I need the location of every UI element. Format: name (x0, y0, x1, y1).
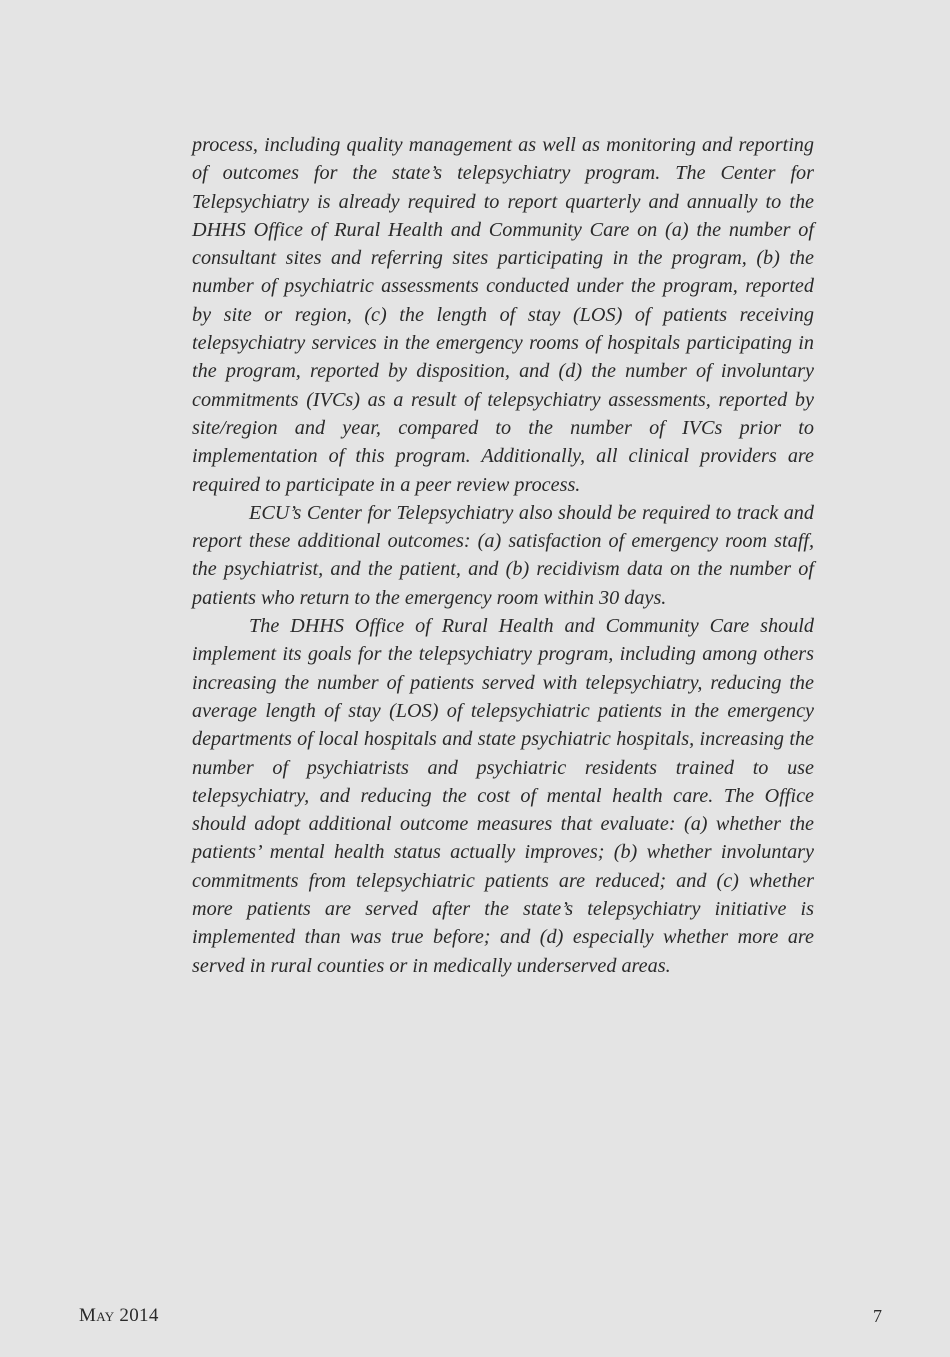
body-text (192, 131, 814, 980)
paragraph-continued: process, including quality management as well as monitoring and reporting of outcomes for the state’s telepsychiatry program. The Center for Telepsychiatry is already required to report quarterly and annually to the DHHS Office of Rural Health and Community Care on (a) the number of consultant sites and referring sites participating in the program, (b) the number of psychiatric assessments conducted under the program, reported by site or region, (c) the length of stay (LOS) of patients receiving telepsychiatry services in the emergency rooms of hospitals participating in the program, reported by disposition, and (d) the number of involuntary commitments (IVCs) as a result of telepsychiatry assessments, reported by site/region and year, compared to the number of IVCs prior to implementation of this program. Additionally, all clinical providers are required to participate in a peer review process. (192, 134, 814, 496)
footer-date: May 2014 (79, 1305, 159, 1326)
paragraph-ecu-outcomes: ECU’s Center for Telepsychiatry also should be required to track and report these additional outcomes: (a) satisfaction of emergency room staff, the psychiatrist, and the patient, and (b) recidivism data on the number of patients who return to the emergency room within 30 days. (192, 501, 814, 609)
page-number: 7 (873, 1306, 882, 1326)
paragraph-dhhs-goals: The DHHS Office of Rural Health and Community Care should implement its goals for the telepsychiatry program, including among others increasing the number of patients served with telepsychiatry, reducing the average length of stay (LOS) of telepsychiatric patients in the emergency departments of local hospitals and state psychiatric hospitals, increasing the number of psychiatrists and psychiatric residents trained to use telepsychiatry, and reducing the cost of mental health care. The Office should adopt additional outcome measures that evaluate: (a) whether the patients’ mental health status actually improves; (b) whether involuntary commitments from telepsychiatric patients are reduced; and (c) whether more patients are served after the state’s telepsychiatry initiative is implemented than was true before; and (d) especially whether more are served in rural counties or in medically underserved areas. (192, 615, 814, 977)
